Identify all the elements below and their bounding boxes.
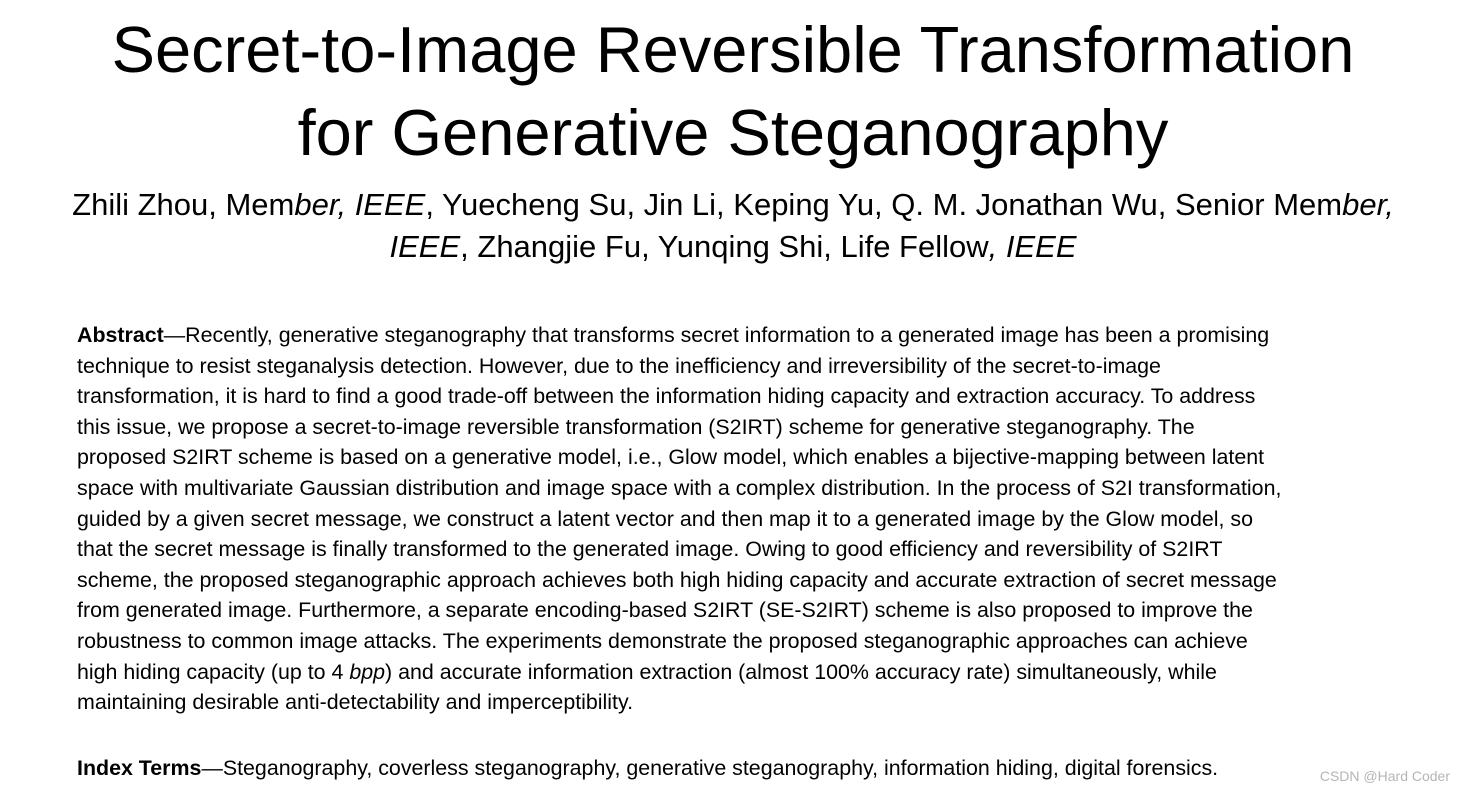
index-terms [77, 753, 1218, 783]
author-line-2 [0, 226, 1466, 268]
abstract-line [77, 320, 1407, 351]
abstract-line: technique to resist steganalysis detection. However, due to the inefficiency and irreversibility of the secret-to-image [77, 353, 1161, 378]
author-text: Zhili Zhou, Mem [72, 187, 295, 222]
abstract-text: ) and accurate information extraction (almost 100% accuracy rate) simultaneously, while [385, 659, 1217, 684]
abstract-line: from generated image. Furthermore, a separate encoding-based S2IRT (SE-S2IRT) scheme is also proposed to improve the [77, 598, 1253, 623]
author-affiliation: , IEEE [988, 229, 1077, 264]
author-text: , Zhangjie Fu, Yunqing Shi, Life Fellow [460, 229, 989, 264]
abstract-line: maintaining desirable anti-detectability and imperceptibility. [77, 690, 634, 715]
abstract-line: transformation, it is hard to find a good trade-off between the information hiding capacity and extraction accuracy. To address [77, 384, 1256, 409]
author-affiliation: ber, IEEE [294, 187, 426, 222]
paper-title [0, 8, 1466, 174]
author-line-1 [0, 184, 1466, 226]
abstract-line: scheme, the proposed steganographic approach achieves both high hiding capacity and accurate extraction of secret message [77, 567, 1277, 592]
index-terms-text: —Steganography, coverless steganography, generative steganography, information hiding, digital forensics. [201, 756, 1219, 780]
abstract-line [77, 657, 1407, 688]
author-affiliation: IEEE [389, 229, 461, 264]
abstract-heading: Abstract [77, 323, 164, 347]
title-line-1: Secret-to-Image Reversible Transformation [111, 13, 1355, 86]
title-line-2: for Generative Steganography [297, 96, 1169, 169]
author-list [0, 184, 1466, 268]
abstract-text: high hiding capacity (up to 4 [77, 659, 350, 684]
author-text: , Yuecheng Su, Jin Li, Keping Yu, Q. M. Jonathan Wu, Senior Mem [425, 187, 1343, 222]
abstract-line: that the secret message is finally transformed to the generated image. Owing to good efficiency and reversibility of S2IRT [77, 537, 1223, 562]
abstract-line: robustness to common image attacks. The experiments demonstrate the proposed steganographic approaches can achieve [77, 628, 1248, 653]
watermark: CSDN @Hard Coder [1319, 768, 1450, 784]
unit-bpp: bpp [349, 659, 386, 684]
abstract-line: space with multivariate Gaussian distribution and image space with a complex distribution. In the process of S2I transformation, [77, 475, 1282, 500]
abstract-text: —Recently, generative steganography that transforms secret information to a generated image has been a promising [163, 323, 1270, 347]
index-terms-heading: Index Terms [77, 756, 202, 780]
abstract-line: guided by a given secret message, we construct a latent vector and then map it to a generated image by the Glow model, so [77, 506, 1253, 531]
abstract-line: this issue, we propose a secret-to-image reversible transformation (S2IRT) scheme for generative steganography. The [77, 414, 1195, 439]
author-affiliation: ber, [1342, 187, 1394, 222]
abstract-section [77, 320, 1407, 718]
abstract-line: proposed S2IRT scheme is based on a generative model, i.e., Glow model, which enables a bijective-mapping between latent [77, 445, 1265, 470]
